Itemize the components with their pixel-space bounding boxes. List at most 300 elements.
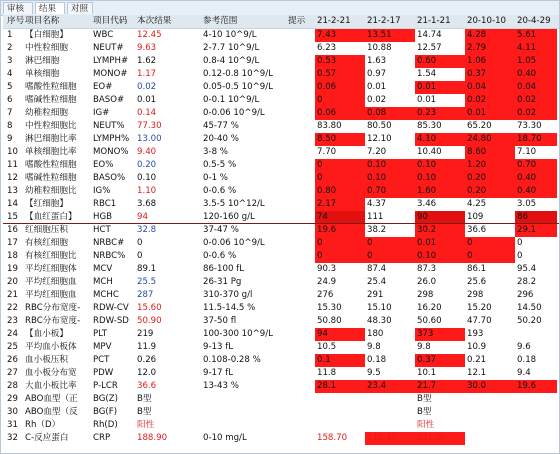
row-result: 3.68 [137, 199, 157, 209]
row-ref-range: 13-43 % [203, 381, 239, 391]
row-history-value: 10.9 [467, 342, 487, 352]
row-item-name: 平均红细胞血 [25, 290, 77, 300]
row-result: 1.62 [137, 56, 157, 66]
table-row[interactable] [3, 406, 559, 419]
row-history-value: 47.70 [467, 316, 492, 326]
row-history-value: B型 [417, 407, 432, 417]
row-item-code: HCT [93, 225, 111, 235]
row-item-name: 平均红细胞血 [25, 277, 77, 287]
row-seq: 30 [7, 407, 18, 417]
row-history-value [515, 328, 557, 341]
table-row[interactable] [3, 42, 559, 55]
row-item-code: RDW-SD [93, 316, 129, 326]
row-history-value: 50.80 [317, 316, 342, 326]
row-history-value: 86.1 [467, 264, 487, 274]
row-history-value: 94 [315, 328, 365, 341]
row-item-name: 淋巴细胞比率 [25, 134, 77, 144]
row-history-value: 85.30 [417, 121, 442, 131]
row-item-name: 【白细胞】 [25, 30, 68, 40]
row-history-value: 1.63 [367, 56, 387, 66]
row-history-value [365, 406, 415, 419]
row-item-code: MONO% [93, 147, 129, 157]
row-ref-range: 3-8 % [203, 147, 228, 157]
row-history-value: 3.05 [517, 199, 537, 209]
table-row[interactable] [3, 29, 559, 42]
row-ref-range: 310-370 g/l [203, 290, 253, 300]
row-history-value: 0 [465, 250, 515, 263]
table-row[interactable] [3, 289, 559, 302]
table-row[interactable] [3, 354, 559, 367]
row-history-value: 0.40 [515, 172, 557, 185]
row-history-value: 0.70 [515, 159, 557, 172]
row-history-value: 0.20 [465, 172, 515, 185]
table-row[interactable] [3, 341, 559, 354]
row-seq: 27 [7, 368, 18, 378]
row-history-value: 28.2 [517, 277, 537, 287]
row-item-code: EO% [93, 160, 114, 170]
row-ref-range: 37-47 % [203, 225, 239, 235]
row-history-value: 74 [315, 211, 365, 224]
row-seq: 24 [7, 329, 18, 339]
table-row[interactable] [3, 120, 559, 133]
row-item-code: BG(Z) [93, 394, 118, 404]
row-history-value: 8.50 [315, 133, 365, 146]
row-result: B型 [137, 407, 152, 417]
row-item-code: HGB [93, 212, 113, 222]
row-ref-range: 2-7.7 10^9/L [203, 43, 260, 53]
row-history-value: 4.37 [367, 199, 387, 209]
row-item-code: MONO# [93, 69, 128, 79]
row-result: 94 [137, 212, 148, 222]
row-seq: 6 [7, 95, 13, 105]
row-ref-range: 4-10 10^9/L [203, 30, 257, 40]
row-item-name: 有核红细胞 [25, 238, 68, 248]
row-history-value: 5.61 [515, 29, 557, 42]
row-item-name: 淋巴细胞 [25, 56, 60, 66]
row-history-value: 19.6 [315, 224, 365, 237]
row-result: 36.6 [137, 381, 157, 391]
row-history-value: 0.40 [515, 68, 557, 81]
row-seq: 13 [7, 186, 18, 196]
row-result: 0.02 [137, 82, 157, 92]
row-history-value: 291 [367, 290, 384, 300]
row-seq: 20 [7, 277, 18, 287]
row-result: 阳性 [137, 420, 155, 430]
table-row[interactable] [3, 159, 559, 172]
row-item-name: 幼稚粒细胞比 [25, 186, 77, 196]
row-history-value: 0.18 [517, 355, 537, 365]
row-history-value: 0.04 [515, 81, 557, 94]
row-result: 0.26 [137, 355, 157, 365]
table-row[interactable] [3, 68, 559, 81]
row-history-value: 87.4 [367, 264, 387, 274]
row-ref-range: 86-100 fL [203, 264, 244, 274]
row-history-value: 50.60 [417, 316, 442, 326]
row-seq: 5 [7, 82, 13, 92]
row-history-value: 109 [467, 212, 484, 222]
header-code: 项目代码 [93, 16, 128, 26]
row-history-value: 10.88 [367, 43, 392, 53]
row-history-value: 4.10 [415, 133, 465, 146]
header-date: 21-1-21 [417, 16, 451, 26]
table-row[interactable] [3, 55, 559, 68]
row-history-value: 阳性 [417, 420, 435, 430]
table-row[interactable] [3, 198, 559, 211]
row-history-value: 180 [367, 329, 384, 339]
row-ref-range: 0.12-0.8 10^9/L [203, 69, 273, 79]
row-seq: 2 [7, 43, 13, 53]
row-history-value: 9.8 [367, 342, 381, 352]
row-history-value: 4.11 [515, 42, 557, 55]
row-seq: 12 [7, 173, 18, 183]
row-result: B型 [137, 394, 152, 404]
row-ref-range: 11.5-14.5 % [203, 303, 256, 313]
row-seq: 16 [7, 225, 18, 235]
row-result: 0.20 [137, 160, 157, 170]
row-seq: 28 [7, 381, 18, 391]
row-history-value: 9.8 [417, 342, 431, 352]
row-result: 188.90 [137, 433, 168, 443]
row-item-name: 中性粒细胞比 [25, 121, 77, 131]
row-item-code: NRBC% [93, 251, 126, 261]
row-item-name: 有核红细胞比 [25, 251, 77, 261]
row-item-name: 单核细胞比率 [25, 147, 77, 157]
row-item-code: IG# [93, 108, 110, 118]
row-seq: 10 [7, 147, 18, 157]
row-result: 219 [137, 329, 154, 339]
row-seq: 29 [7, 394, 18, 404]
header-name: 项目名称 [25, 16, 60, 26]
row-seq: 14 [7, 199, 18, 209]
row-history-value: 0.53 [315, 55, 365, 68]
table-row[interactable] [3, 133, 559, 146]
row-item-name: 【血小板】 [25, 329, 68, 339]
row-ref-range: 0.05-0.5 10^9/L [203, 82, 273, 92]
row-item-name: 单核细胞 [25, 69, 60, 79]
row-history-value: 9.4 [517, 368, 531, 378]
table-row[interactable] [3, 315, 559, 328]
row-seq: 8 [7, 121, 13, 131]
row-result: 0.14 [137, 108, 157, 118]
row-ref-range: 0-0.06 10^9/L [203, 238, 265, 248]
row-item-code: BASO# [93, 95, 125, 105]
row-history-value: 0.97 [367, 69, 387, 79]
row-history-value: 7.43 [315, 29, 365, 42]
row-ref-range: 0-0.06 10^9/L [203, 108, 265, 118]
row-history-value: 1.20 [465, 159, 515, 172]
row-history-value: 10.1 [417, 368, 437, 378]
row-seq: 15 [7, 212, 18, 222]
row-ref-range: 9-13 fL [203, 342, 234, 352]
row-history-value: 0 [365, 250, 415, 263]
header-date: 21-2-17 [367, 16, 401, 26]
row-history-value [365, 393, 415, 406]
table-row[interactable] [3, 367, 559, 380]
row-history-value [315, 419, 365, 432]
row-history-value: 0.02 [367, 95, 387, 105]
row-item-code: NEUT# [93, 43, 124, 53]
row-history-value: 10.5 [317, 342, 337, 352]
row-history-value: 0.02 [515, 107, 557, 120]
row-history-value: 6.23 [317, 43, 337, 53]
row-history-value [465, 393, 515, 406]
row-history-value: 15.10 [367, 303, 392, 313]
tab-compare[interactable]: 对照 [67, 2, 93, 14]
row-result: 0 [137, 251, 143, 261]
row-seq: 19 [7, 264, 18, 274]
row-item-name: 血小板分布宽 [25, 368, 77, 378]
tab-bar [1, 1, 559, 16]
row-item-code: BASO% [93, 173, 126, 183]
row-seq: 9 [7, 134, 13, 144]
row-history-value: 14.50 [517, 303, 542, 313]
table-row[interactable] [3, 263, 559, 276]
row-history-value: 0.01 [415, 81, 465, 94]
row-item-code: P-LCR [93, 381, 118, 391]
row-item-code: RBC1 [93, 199, 117, 209]
row-history-value: 24.9 [317, 277, 337, 287]
table-row[interactable] [3, 432, 559, 445]
row-item-code: BG(F) [93, 407, 118, 417]
row-history-value: 0.06 [315, 107, 365, 120]
row-ref-range: 120-160 g/L [203, 212, 255, 222]
row-history-value: 1.06 [465, 55, 515, 68]
row-ref-range: 26-31 Pg [203, 277, 242, 287]
table-row[interactable] [3, 237, 559, 250]
row-item-name: 平均血小板体 [25, 342, 77, 352]
row-history-value: 0.20 [465, 185, 515, 198]
row-history-value: 26.0 [417, 277, 437, 287]
row-history-value: 29.1 [515, 224, 557, 237]
row-result: 77.30 [137, 121, 162, 131]
row-item-code: MCV [93, 264, 113, 274]
row-history-value: 193 [467, 329, 484, 339]
row-result: 0 [137, 238, 143, 248]
row-history-value: 0.60 [415, 55, 465, 68]
row-history-value: 73.30 [517, 121, 542, 131]
table-row[interactable] [3, 302, 559, 315]
row-history-value [465, 432, 515, 445]
row-result: 0.10 [137, 173, 157, 183]
table-row[interactable] [3, 276, 559, 289]
row-item-code: PDW [93, 368, 114, 378]
table-row[interactable] [3, 250, 559, 263]
row-ref-range: 9-17 fL [203, 368, 234, 378]
row-history-value: 25.4 [367, 277, 387, 287]
row-ref-range [203, 393, 287, 406]
row-history-value: 13.51 [365, 29, 415, 42]
row-history-value: 87.3 [417, 264, 437, 274]
row-seq: 3 [7, 56, 13, 66]
row-item-name: 幼稚粒细胞 [25, 108, 68, 118]
row-history-value: 0 [517, 238, 523, 248]
table-row[interactable] [3, 172, 559, 185]
row-history-value: 373 [415, 328, 465, 341]
row-item-code: RDW-CV [93, 303, 129, 313]
row-history-value: 296 [517, 290, 534, 300]
row-ref-range: 37-50 fl [203, 316, 237, 326]
table-row[interactable] [3, 81, 559, 94]
row-history-value: 0.04 [465, 81, 515, 94]
header-ref: 参考范围 [203, 16, 238, 26]
row-result: 12.45 [137, 30, 162, 40]
row-history-value: 12.57 [417, 43, 442, 53]
row-seq: 22 [7, 303, 18, 313]
table-row[interactable] [3, 107, 559, 120]
row-history-value: 7.10 [517, 147, 537, 157]
row-result: 89.1 [137, 264, 157, 274]
row-history-value: 111 [367, 212, 384, 222]
row-history-value: 0 [365, 237, 415, 250]
row-history-value: 115.40 [365, 432, 415, 445]
row-result: 50.90 [137, 316, 162, 326]
row-history-value: 36.6 [467, 225, 487, 235]
row-item-code: PLT [93, 329, 108, 339]
row-history-value [515, 432, 557, 445]
row-history-value: 298 [467, 290, 484, 300]
row-seq: 11 [7, 160, 18, 170]
row-history-value: 0.80 [315, 185, 365, 198]
row-result: 15.60 [137, 303, 162, 313]
row-history-value: 12.1 [467, 368, 487, 378]
row-history-value: 158.70 [317, 433, 348, 443]
row-history-value: 30.2 [415, 224, 465, 237]
row-history-value: 0.02 [515, 94, 557, 107]
header-seq: 序号 [7, 16, 25, 26]
row-history-value: 12.10 [367, 134, 392, 144]
row-seq: 17 [7, 238, 18, 248]
row-history-value [515, 393, 557, 406]
row-history-value: 16.20 [417, 303, 442, 313]
row-history-value: 1.05 [515, 55, 557, 68]
table-row[interactable] [3, 224, 559, 237]
row-ref-range: 100-300 10^9/L [203, 329, 273, 339]
row-item-code: MCHC [93, 290, 119, 300]
row-item-code: LYMPH% [93, 134, 130, 144]
row-item-code: WBC [93, 30, 114, 40]
row-history-value: 0 [315, 172, 365, 185]
row-history-value: 50.20 [517, 316, 542, 326]
row-history-value: 4.25 [467, 199, 487, 209]
row-history-value [315, 406, 365, 419]
row-seq: 18 [7, 251, 18, 261]
row-history-value: 0.21 [467, 355, 487, 365]
row-item-code: Rh(D) [93, 420, 118, 430]
row-history-value: 80.50 [367, 121, 392, 131]
row-history-value: 28.1 [315, 380, 365, 393]
row-item-code: PCT [93, 355, 110, 365]
row-result: 32.8 [137, 225, 157, 235]
table-row[interactable] [3, 185, 559, 198]
row-history-value: 0.23 [415, 107, 465, 120]
row-history-value: 38.2 [367, 225, 387, 235]
row-history-value: 0.01 [415, 237, 465, 250]
row-ref-range: 0-0.1 10^9/L [203, 95, 260, 105]
row-history-value: 0.01 [417, 95, 437, 105]
row-result: 12.0 [137, 368, 157, 378]
row-ref-range: 45-77 % [203, 121, 239, 131]
row-item-code: MPV [93, 342, 112, 352]
row-item-name: 嗜酸性粒细胞 [25, 160, 77, 170]
row-ref-range: 0-0.6 % [203, 251, 237, 261]
row-history-value: 8.60 [465, 146, 515, 159]
row-item-code: MCH [93, 277, 113, 287]
row-history-value: 0.06 [315, 81, 365, 94]
row-ref-range: 0.5-5 % [203, 160, 237, 170]
row-ref-range: 0-1 % [203, 173, 228, 183]
row-history-value: 21.7 [415, 380, 465, 393]
row-ref-range: 0-0.6 % [203, 186, 237, 196]
row-history-value: 25.6 [467, 277, 487, 287]
table-row[interactable] [3, 146, 559, 159]
table-row[interactable] [3, 419, 559, 432]
row-history-value: 0.10 [415, 172, 465, 185]
row-history-value: 0.57 [315, 68, 365, 81]
row-seq: 25 [7, 342, 18, 352]
row-ref-range: 0.8-4 10^9/L [203, 56, 260, 66]
row-history-value [465, 406, 515, 419]
tab-results[interactable]: 结果 [35, 2, 65, 14]
row-history-value: 30.0 [465, 380, 515, 393]
row-history-value: 0 [465, 237, 515, 250]
row-history-value: 9.5 [367, 368, 381, 378]
row-history-value: 65.20 [467, 121, 492, 131]
table-row[interactable] [3, 328, 559, 341]
row-item-name: 大血小板比率 [25, 381, 77, 391]
row-history-value: 48.30 [367, 316, 392, 326]
row-seq: 7 [7, 108, 13, 118]
row-history-value: 2.79 [465, 42, 515, 55]
row-history-value: 10.40 [417, 147, 442, 157]
table-row[interactable] [3, 94, 559, 107]
row-history-value: 0.18 [367, 355, 387, 365]
row-history-value: 0.01 [465, 107, 515, 120]
header-date: 20-10-10 [467, 16, 507, 26]
row-item-name: ABO血型（反 [25, 407, 78, 417]
row-history-value: 276 [317, 290, 334, 300]
row-history-value: 0 [315, 237, 365, 250]
header-date: 21-2-21 [317, 16, 351, 26]
tab-review[interactable]: 审核 [3, 2, 33, 14]
row-history-value: 0.10 [365, 172, 415, 185]
row-history-value: 4.28 [465, 29, 515, 42]
row-result: 0.01 [137, 95, 157, 105]
row-history-value: 298 [417, 290, 434, 300]
row-history-value: 1.54 [417, 69, 437, 79]
row-history-value: 0 [315, 250, 365, 263]
row-ref-range [203, 419, 287, 432]
row-history-value: 3.46 [417, 199, 437, 209]
row-history-value: 7.70 [317, 147, 337, 157]
row-result: 9.63 [137, 43, 157, 53]
table-row[interactable] [3, 380, 559, 393]
row-item-name: 【红细胞】 [25, 199, 68, 209]
row-history-value: 0 [315, 94, 365, 107]
row-seq: 1 [7, 30, 13, 40]
row-item-code: EO# [93, 82, 113, 92]
table-row[interactable] [3, 393, 559, 406]
row-history-value: 90 [415, 211, 465, 224]
row-history-value: 0.37 [465, 68, 515, 81]
row-history-value: 23.4 [365, 380, 415, 393]
row-ref-range: 0.108-0.28 % [203, 355, 261, 365]
row-result: 287 [137, 290, 154, 300]
row-history-value: 1.60 [415, 185, 465, 198]
row-result: 13.00 [137, 134, 162, 144]
row-history-value: 19.6 [515, 380, 557, 393]
row-history-value: 9.6 [517, 342, 531, 352]
row-ref-range: 0-10 mg/L [203, 433, 247, 443]
